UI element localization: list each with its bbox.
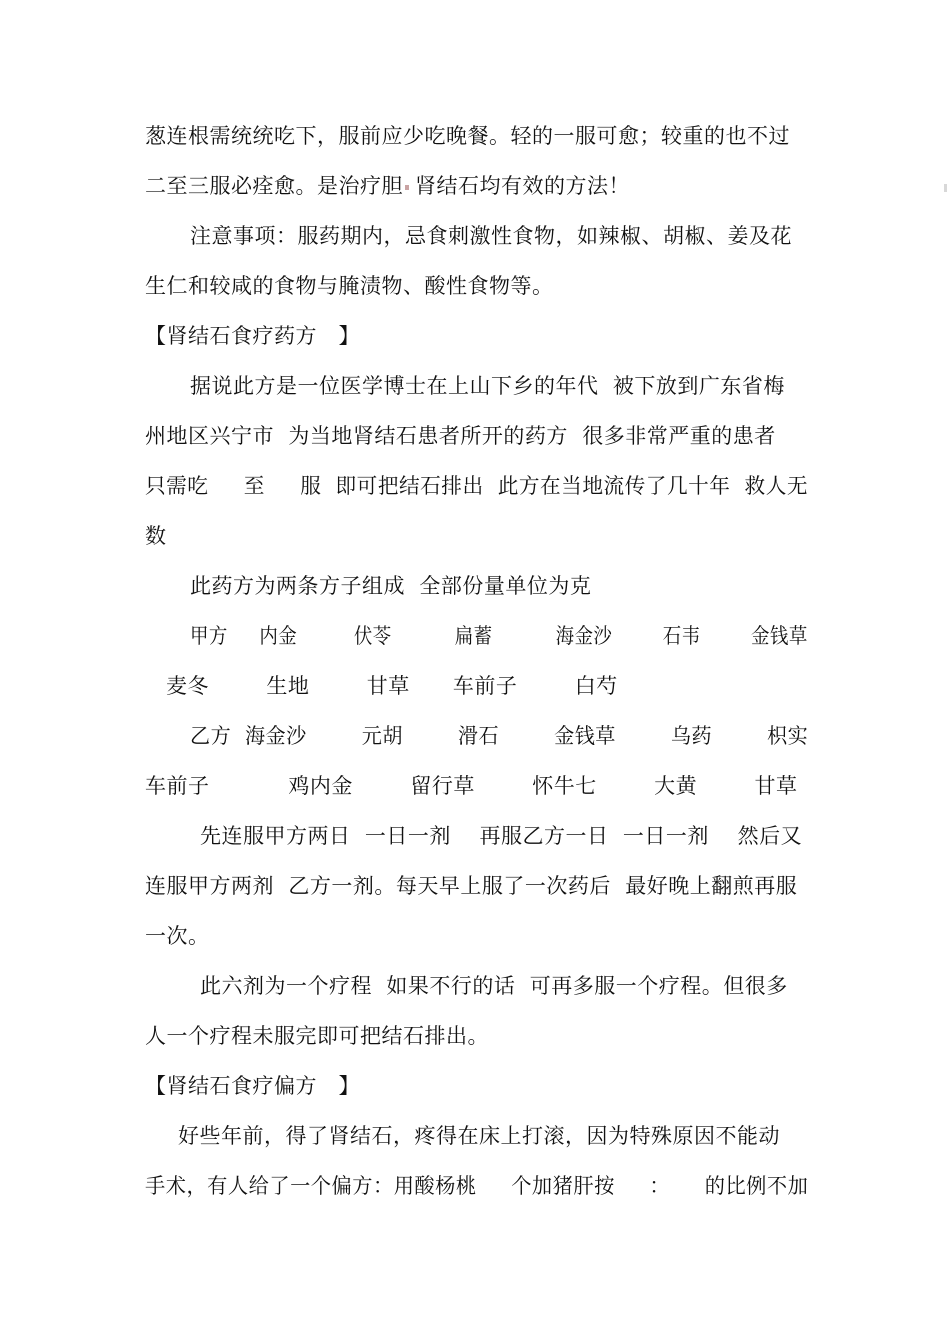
prescription-line: 麦冬 生地 甘草 车前子 白芍 [166,674,618,698]
prescription-line: 车前子 鸡内金 留行草 怀牛七 大黄 甘草 [145,774,798,798]
text-line: 注意事项：服药期内，忌食刺激性食物，如辣椒、胡椒、姜及花 [190,224,792,248]
text-line: 葱连根需统统吃下，服前应少吃晚餐。轻的一服可愈；较重的也不过 [145,124,790,148]
text-line: 数 [145,524,167,548]
text-line: 好些年前，得了肾结石，疼得在床上打滚，因为特殊原因不能动 [178,1124,780,1148]
prescription-line: 乙方 海金沙 元胡 滑石 金钱草 乌药 枳实 [190,724,809,748]
text-fragment: 二至三服必痊愈。是治疗胆 [145,174,403,198]
text-line: 此六剂为一个疗程 如果不行的话 可再多服一个疗程。但很多 [200,974,788,998]
text-line: 生仁和较咸的食物与腌渍物、酸性食物等。 [145,274,554,298]
text-fragment: 肾结石均有效的方法！ [415,174,630,198]
text-line: 据说此方是一位医学博士在上山下乡的年代 被下放到广东省梅 [190,374,785,398]
text-line: 一次。 [145,924,210,948]
section-heading: 【肾结石食疗偏方 】 [145,1074,361,1098]
text-line: 先连服甲方两日 一日一剂 再服乙方一日 一日一剂 然后又 [200,824,803,848]
scan-artifact [944,184,947,192]
section-heading: 【肾结石食疗药方 】 [145,324,361,348]
text-line: 手术，有人给了一个偏方：用酸杨桃 个加猪肝按 ： 的比例不加 [145,1174,809,1198]
prescription-line: 甲方 内金 伏苓 扁蓄 海金沙 石韦 金钱草 [190,624,808,648]
artifact-mark [405,185,409,190]
text-line: 只需吃 至 服 即可把结石排出 此方在当地流传了几十年 救人无 [145,474,809,498]
text-line: 州地区兴宁市 为当地肾结石患者所开的药方 很多非常严重的患者 [145,424,776,448]
text-line: 此药方为两条方子组成 全部份量单位为克 [190,574,592,598]
text-line: 人一个疗程未服完即可把结石排出。 [145,1024,489,1048]
text-line: 连服甲方两剂 乙方一剂。每天早上服了一次药后 最好晚上翻煎再服 [145,874,798,898]
text-line [145,172,630,200]
